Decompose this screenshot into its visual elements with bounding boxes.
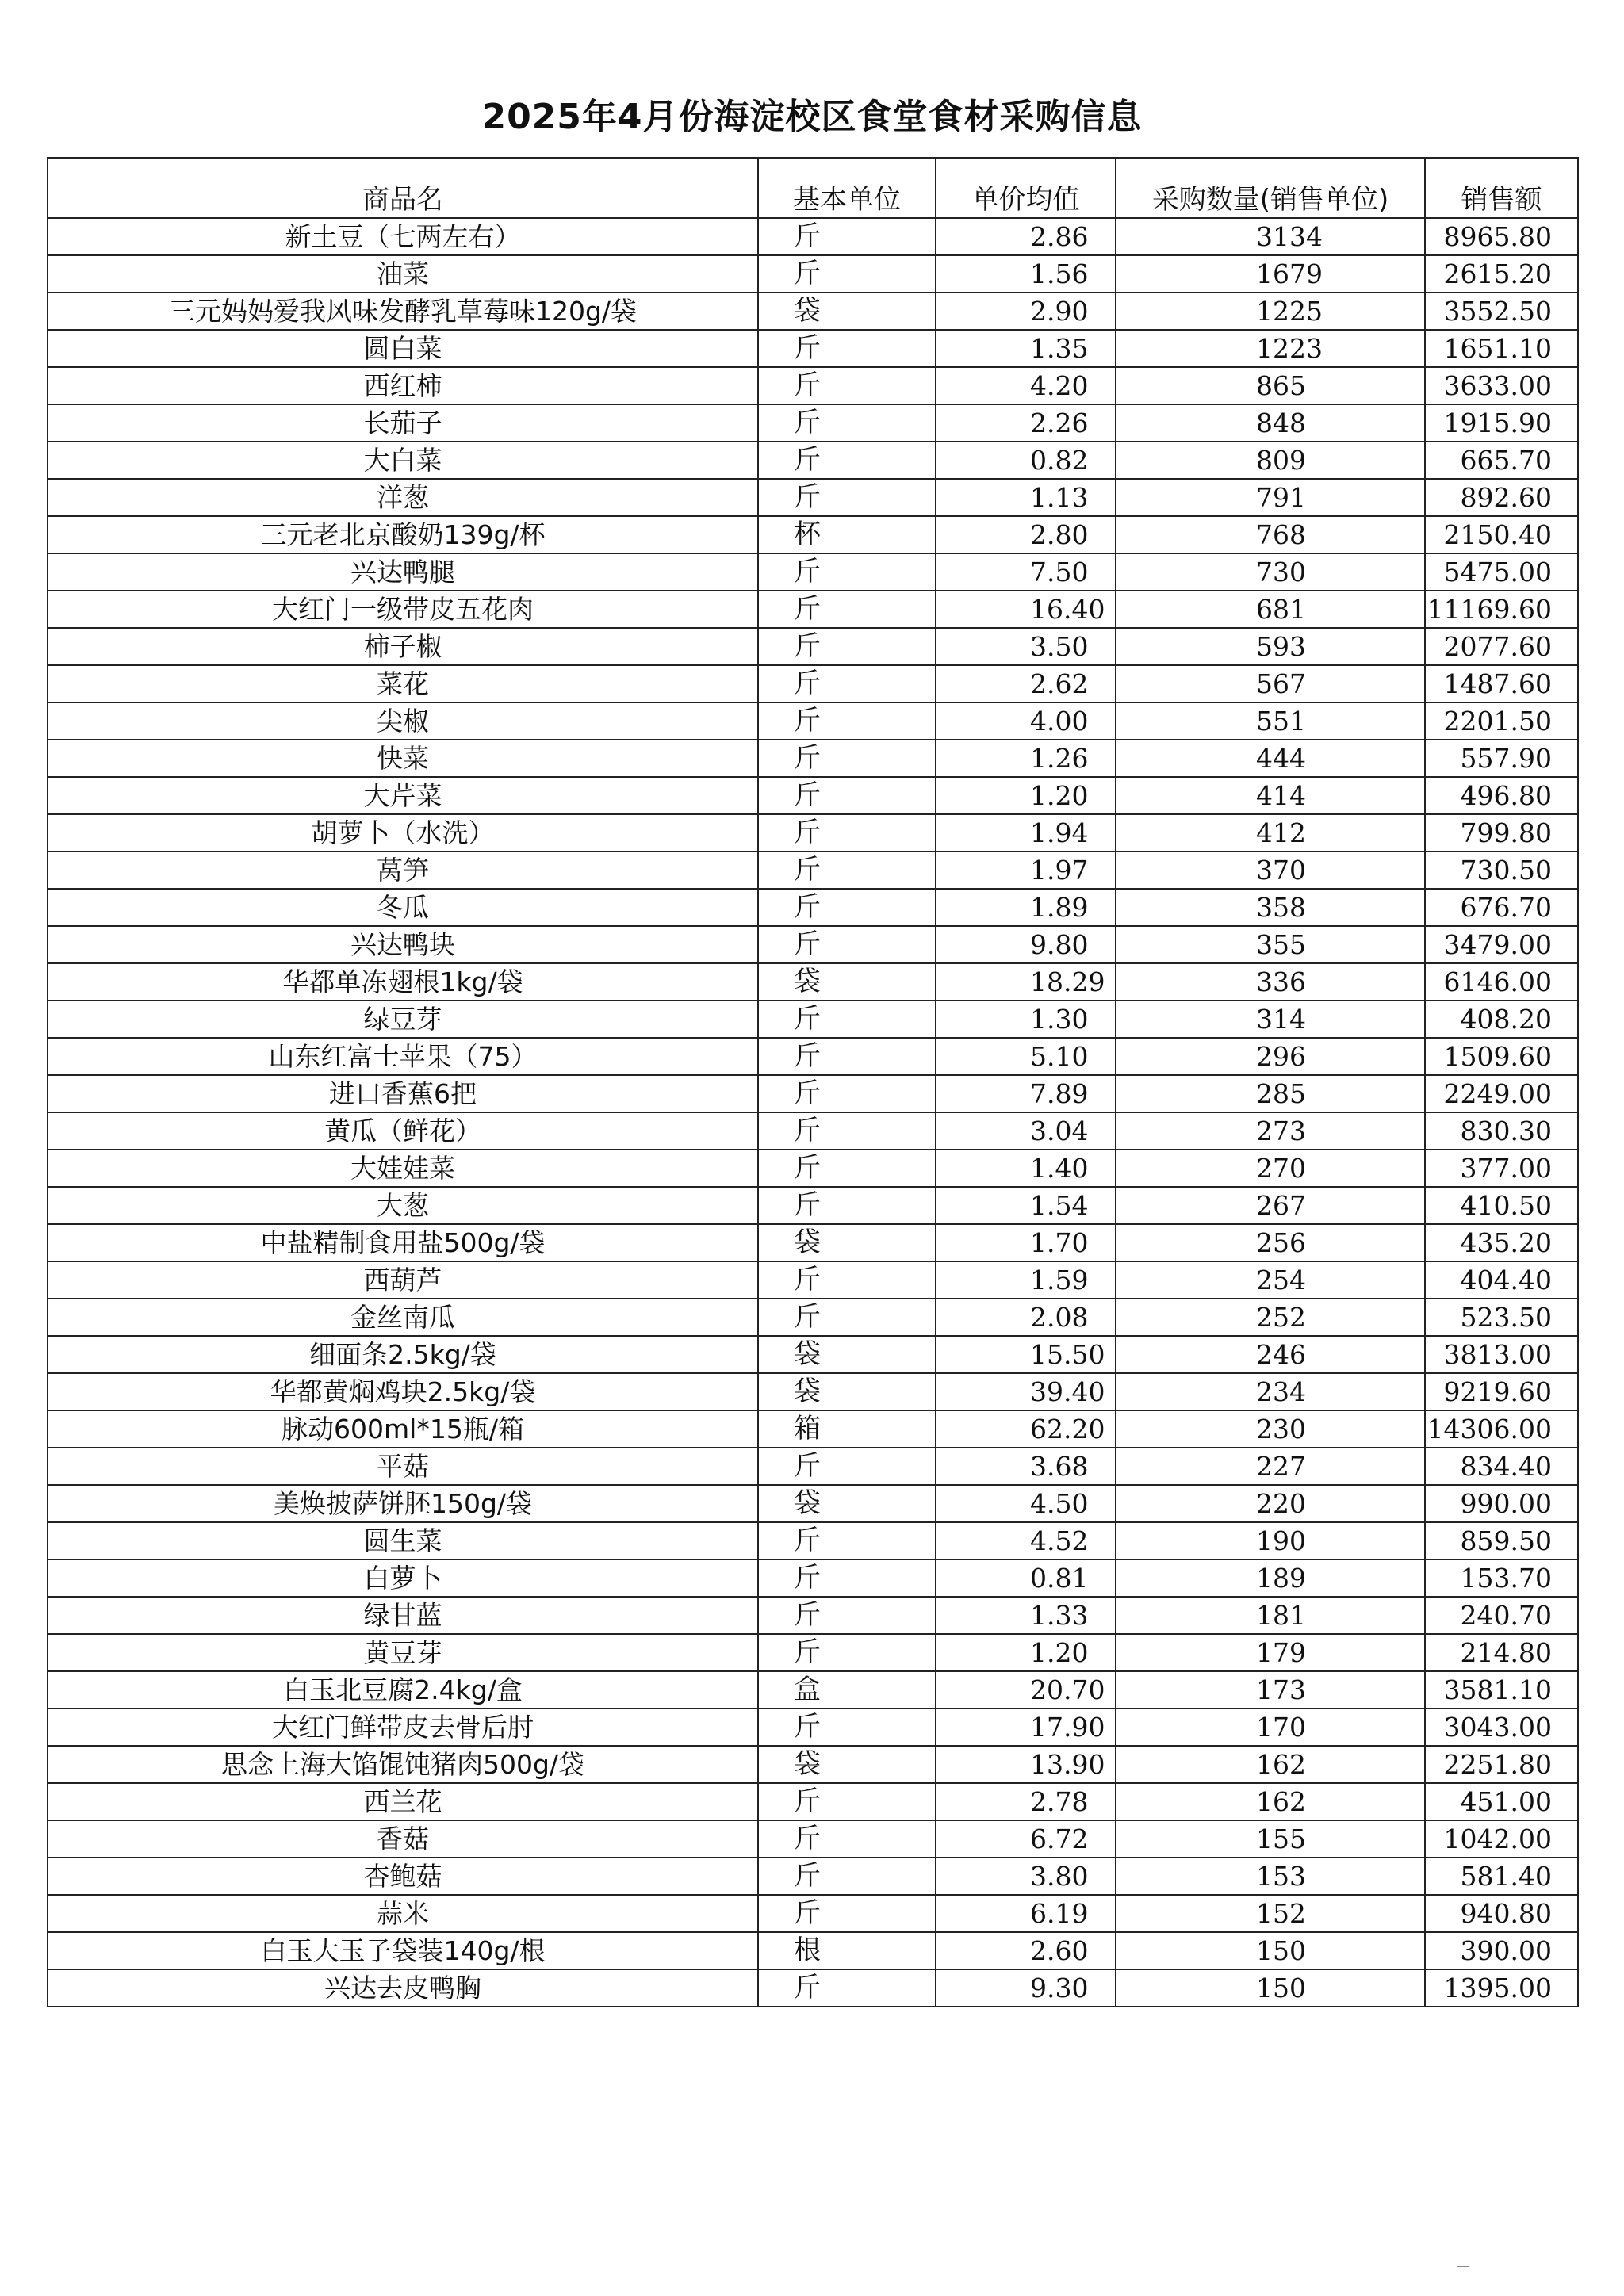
cell-quantity: 865 (1116, 367, 1425, 404)
cell-base-unit: 根 (758, 1932, 936, 1969)
cell-sales-amount: 11169.60 (1425, 591, 1578, 628)
cell-sales-amount: 2251.80 (1425, 1746, 1578, 1783)
cell-sales-amount: 6146.00 (1425, 963, 1578, 1001)
table-row (48, 330, 1578, 367)
cell-avg-price: 1.56 (936, 255, 1116, 293)
cell-quantity: 246 (1116, 1336, 1425, 1373)
cell-avg-price: 3.68 (936, 1448, 1116, 1485)
cell-quantity: 252 (1116, 1299, 1425, 1336)
cell-avg-price: 4.00 (936, 702, 1116, 740)
cell-quantity: 220 (1116, 1485, 1425, 1522)
cell-base-unit: 袋 (758, 1485, 936, 1522)
purchase-table (47, 157, 1579, 2007)
cell-sales-amount: 830.30 (1425, 1112, 1578, 1150)
cell-avg-price: 4.20 (936, 367, 1116, 404)
cell-avg-price: 16.40 (936, 591, 1116, 628)
cell-base-unit: 斤 (758, 777, 936, 814)
cell-quantity: 227 (1116, 1448, 1425, 1485)
cell-sales-amount: 1487.60 (1425, 665, 1578, 702)
cell-avg-price: 9.30 (936, 1969, 1116, 2007)
cell-base-unit: 斤 (758, 479, 936, 516)
cell-base-unit: 斤 (758, 1448, 936, 1485)
cell-avg-price: 0.82 (936, 442, 1116, 479)
cell-base-unit: 袋 (758, 293, 936, 330)
cell-sales-amount: 240.70 (1425, 1597, 1578, 1634)
cell-product-name: 进口香蕉6把 (48, 1075, 758, 1112)
cell-avg-price: 2.90 (936, 293, 1116, 330)
cell-product-name: 西兰花 (48, 1783, 758, 1820)
cell-avg-price: 2.60 (936, 1932, 1116, 1969)
cell-avg-price: 1.30 (936, 1001, 1116, 1038)
cell-sales-amount: 404.40 (1425, 1261, 1578, 1299)
cell-quantity: 358 (1116, 889, 1425, 926)
cell-avg-price: 1.20 (936, 777, 1116, 814)
cell-product-name: 金丝南瓜 (48, 1299, 758, 1336)
cell-avg-price: 6.19 (936, 1895, 1116, 1932)
cell-sales-amount: 3552.50 (1425, 293, 1578, 330)
cell-base-unit: 袋 (758, 1336, 936, 1373)
cell-sales-amount: 2201.50 (1425, 702, 1578, 740)
table-row (48, 851, 1578, 889)
cell-sales-amount: 451.00 (1425, 1783, 1578, 1820)
cell-quantity: 296 (1116, 1038, 1425, 1075)
cell-product-name: 美焕披萨饼胚150g/袋 (48, 1485, 758, 1522)
cell-quantity: 155 (1116, 1820, 1425, 1858)
cell-sales-amount: 859.50 (1425, 1522, 1578, 1559)
cell-product-name: 香菇 (48, 1820, 758, 1858)
cell-avg-price: 17.90 (936, 1709, 1116, 1746)
cell-quantity: 181 (1116, 1597, 1425, 1634)
cell-avg-price: 3.80 (936, 1858, 1116, 1895)
cell-quantity: 170 (1116, 1709, 1425, 1746)
cell-sales-amount: 523.50 (1425, 1299, 1578, 1336)
header-base-unit: 基本单位 (758, 158, 936, 218)
cell-sales-amount: 3813.00 (1425, 1336, 1578, 1373)
cell-sales-amount: 3043.00 (1425, 1709, 1578, 1746)
table-row (48, 1038, 1578, 1075)
cell-quantity: 809 (1116, 442, 1425, 479)
cell-sales-amount: 799.80 (1425, 814, 1578, 851)
cell-base-unit: 斤 (758, 1969, 936, 2007)
cell-avg-price: 1.35 (936, 330, 1116, 367)
cell-base-unit: 斤 (758, 1820, 936, 1858)
cell-avg-price: 62.20 (936, 1410, 1116, 1448)
cell-avg-price: 18.29 (936, 963, 1116, 1001)
cell-base-unit: 斤 (758, 1001, 936, 1038)
table-row (48, 218, 1578, 255)
table-row (48, 1336, 1578, 1373)
cell-quantity: 370 (1116, 851, 1425, 889)
cell-quantity: 285 (1116, 1075, 1425, 1112)
cell-product-name: 新土豆（七两左右） (48, 218, 758, 255)
cell-sales-amount: 940.80 (1425, 1895, 1578, 1932)
cell-quantity: 234 (1116, 1373, 1425, 1410)
cell-avg-price: 0.81 (936, 1559, 1116, 1597)
cell-avg-price: 15.50 (936, 1336, 1116, 1373)
cell-avg-price: 1.26 (936, 740, 1116, 777)
cell-quantity: 768 (1116, 516, 1425, 553)
cell-base-unit: 斤 (758, 702, 936, 740)
cell-product-name: 菜花 (48, 665, 758, 702)
cell-base-unit: 杯 (758, 516, 936, 553)
table-row (48, 442, 1578, 479)
cell-base-unit: 箱 (758, 1410, 936, 1448)
cell-quantity: 256 (1116, 1224, 1425, 1261)
cell-product-name: 莴笋 (48, 851, 758, 889)
cell-avg-price: 2.78 (936, 1783, 1116, 1820)
cell-product-name: 黄瓜（鲜花） (48, 1112, 758, 1150)
cell-quantity: 162 (1116, 1783, 1425, 1820)
table-row (48, 1001, 1578, 1038)
cell-sales-amount: 834.40 (1425, 1448, 1578, 1485)
cell-quantity: 593 (1116, 628, 1425, 665)
cell-base-unit: 斤 (758, 1895, 936, 1932)
table-row (48, 1746, 1578, 1783)
cell-base-unit: 袋 (758, 1224, 936, 1261)
cell-product-name: 洋葱 (48, 479, 758, 516)
table-row (48, 1709, 1578, 1746)
cell-sales-amount: 377.00 (1425, 1150, 1578, 1187)
cell-base-unit: 斤 (758, 1783, 936, 1820)
cell-base-unit: 斤 (758, 553, 936, 591)
cell-base-unit: 斤 (758, 1522, 936, 1559)
cell-base-unit: 斤 (758, 814, 936, 851)
cell-sales-amount: 214.80 (1425, 1634, 1578, 1671)
cell-product-name: 白萝卜 (48, 1559, 758, 1597)
cell-base-unit: 盒 (758, 1671, 936, 1709)
cell-base-unit: 袋 (758, 1373, 936, 1410)
table-row (48, 1559, 1578, 1597)
cell-quantity: 314 (1116, 1001, 1425, 1038)
cell-quantity: 551 (1116, 702, 1425, 740)
cell-base-unit: 斤 (758, 367, 936, 404)
cell-product-name: 白玉北豆腐2.4kg/盒 (48, 1671, 758, 1709)
cell-avg-price: 1.70 (936, 1224, 1116, 1261)
cell-product-name: 大娃娃菜 (48, 1150, 758, 1187)
cell-quantity: 152 (1116, 1895, 1425, 1932)
cell-product-name: 大白菜 (48, 442, 758, 479)
cell-base-unit: 斤 (758, 628, 936, 665)
cell-product-name: 圆生菜 (48, 1522, 758, 1559)
table-row (48, 1261, 1578, 1299)
cell-product-name: 大葱 (48, 1187, 758, 1224)
cell-base-unit: 斤 (758, 1597, 936, 1634)
cell-product-name: 蒜米 (48, 1895, 758, 1932)
cell-sales-amount: 1395.00 (1425, 1969, 1578, 2007)
cell-quantity: 681 (1116, 591, 1425, 628)
cell-avg-price: 2.26 (936, 404, 1116, 442)
cell-product-name: 细面条2.5kg/袋 (48, 1336, 758, 1373)
table-row (48, 1373, 1578, 1410)
cell-sales-amount: 1915.90 (1425, 404, 1578, 442)
cell-quantity: 412 (1116, 814, 1425, 851)
cell-base-unit: 袋 (758, 1746, 936, 1783)
cell-sales-amount: 1651.10 (1425, 330, 1578, 367)
cell-base-unit: 斤 (758, 889, 936, 926)
cell-avg-price: 4.52 (936, 1522, 1116, 1559)
cell-sales-amount: 1042.00 (1425, 1820, 1578, 1858)
table-row (48, 367, 1578, 404)
cell-sales-amount: 557.90 (1425, 740, 1578, 777)
cell-sales-amount: 2150.40 (1425, 516, 1578, 553)
table-row (48, 1932, 1578, 1969)
cell-avg-price: 5.10 (936, 1038, 1116, 1075)
header-avg-price: 单价均值 (936, 158, 1116, 218)
table-row (48, 1075, 1578, 1112)
cell-quantity: 230 (1116, 1410, 1425, 1448)
cell-sales-amount: 665.70 (1425, 442, 1578, 479)
cell-avg-price: 1.13 (936, 479, 1116, 516)
table-row (48, 665, 1578, 702)
table-row (48, 1410, 1578, 1448)
cell-product-name: 快菜 (48, 740, 758, 777)
cell-sales-amount: 8965.80 (1425, 218, 1578, 255)
cell-sales-amount: 3633.00 (1425, 367, 1578, 404)
cell-avg-price: 4.50 (936, 1485, 1116, 1522)
table-row (48, 1969, 1578, 2007)
cell-sales-amount: 581.40 (1425, 1858, 1578, 1895)
table-row (48, 1858, 1578, 1895)
cell-sales-amount: 676.70 (1425, 889, 1578, 926)
cell-quantity: 1223 (1116, 330, 1425, 367)
cell-quantity: 444 (1116, 740, 1425, 777)
table-row (48, 702, 1578, 740)
cell-product-name: 华都黄焖鸡块2.5kg/袋 (48, 1373, 758, 1410)
table-header-row (48, 158, 1578, 218)
cell-quantity: 270 (1116, 1150, 1425, 1187)
cell-product-name: 脉动600ml*15瓶/箱 (48, 1410, 758, 1448)
cell-sales-amount: 3479.00 (1425, 926, 1578, 963)
cell-product-name: 胡萝卜（水洗） (48, 814, 758, 851)
cell-product-name: 平菇 (48, 1448, 758, 1485)
cell-product-name: 油菜 (48, 255, 758, 293)
table-row (48, 479, 1578, 516)
cell-base-unit: 斤 (758, 665, 936, 702)
table-row (48, 1448, 1578, 1485)
cell-product-name: 兴达鸭腿 (48, 553, 758, 591)
cell-sales-amount: 2077.60 (1425, 628, 1578, 665)
table-row (48, 516, 1578, 553)
table-row (48, 1671, 1578, 1709)
cell-product-name: 绿甘蓝 (48, 1597, 758, 1634)
cell-avg-price: 2.86 (936, 218, 1116, 255)
cell-avg-price: 1.20 (936, 1634, 1116, 1671)
cell-product-name: 中盐精制食用盐500g/袋 (48, 1224, 758, 1261)
cell-base-unit: 斤 (758, 1075, 936, 1112)
cell-base-unit: 斤 (758, 1112, 936, 1150)
table-row (48, 1634, 1578, 1671)
cell-quantity: 150 (1116, 1932, 1425, 1969)
cell-base-unit: 斤 (758, 1634, 936, 1671)
cell-base-unit: 袋 (758, 963, 936, 1001)
table-row (48, 926, 1578, 963)
table-row (48, 963, 1578, 1001)
cell-sales-amount: 410.50 (1425, 1187, 1578, 1224)
cell-product-name: 大红门鲜带皮去骨后肘 (48, 1709, 758, 1746)
cell-base-unit: 斤 (758, 1038, 936, 1075)
cell-quantity: 1679 (1116, 255, 1425, 293)
cell-product-name: 三元妈妈爱我风味发酵乳草莓味120g/袋 (48, 293, 758, 330)
cell-quantity: 254 (1116, 1261, 1425, 1299)
cell-base-unit: 斤 (758, 851, 936, 889)
table-row (48, 1522, 1578, 1559)
cell-quantity: 1225 (1116, 293, 1425, 330)
table-row (48, 814, 1578, 851)
cell-sales-amount: 496.80 (1425, 777, 1578, 814)
table-row (48, 1299, 1578, 1336)
cell-product-name: 绿豆芽 (48, 1001, 758, 1038)
cell-sales-amount: 9219.60 (1425, 1373, 1578, 1410)
cell-product-name: 尖椒 (48, 702, 758, 740)
cell-product-name: 柿子椒 (48, 628, 758, 665)
cell-quantity: 730 (1116, 553, 1425, 591)
cell-product-name: 冬瓜 (48, 889, 758, 926)
cell-avg-price: 39.40 (936, 1373, 1116, 1410)
cell-sales-amount: 2615.20 (1425, 255, 1578, 293)
table-row (48, 1783, 1578, 1820)
cell-quantity: 162 (1116, 1746, 1425, 1783)
table-row (48, 404, 1578, 442)
cell-quantity: 267 (1116, 1187, 1425, 1224)
cell-quantity: 414 (1116, 777, 1425, 814)
cell-quantity: 179 (1116, 1634, 1425, 1671)
table-row (48, 1597, 1578, 1634)
cell-quantity: 273 (1116, 1112, 1425, 1150)
cell-quantity: 848 (1116, 404, 1425, 442)
cell-sales-amount: 153.70 (1425, 1559, 1578, 1597)
header-quantity: 采购数量(销售单位) (1116, 158, 1425, 218)
cell-base-unit: 斤 (758, 591, 936, 628)
cell-quantity: 336 (1116, 963, 1425, 1001)
header-product-name: 商品名 (48, 158, 758, 218)
cell-quantity: 190 (1116, 1522, 1425, 1559)
cell-avg-price: 1.40 (936, 1150, 1116, 1187)
cell-base-unit: 斤 (758, 218, 936, 255)
table-row (48, 1150, 1578, 1187)
cell-base-unit: 斤 (758, 404, 936, 442)
table-row (48, 1112, 1578, 1150)
cell-base-unit: 斤 (758, 1261, 936, 1299)
cell-avg-price: 1.33 (936, 1597, 1116, 1634)
cell-base-unit: 斤 (758, 1709, 936, 1746)
cell-product-name: 兴达鸭块 (48, 926, 758, 963)
cell-product-name: 白玉大玉子袋装140g/根 (48, 1932, 758, 1969)
table-row (48, 591, 1578, 628)
cell-sales-amount: 5475.00 (1425, 553, 1578, 591)
table-row (48, 1820, 1578, 1858)
cell-quantity: 3134 (1116, 218, 1425, 255)
cell-avg-price: 3.50 (936, 628, 1116, 665)
cell-sales-amount: 1509.60 (1425, 1038, 1578, 1075)
cell-product-name: 思念上海大馅馄饨猪肉500g/袋 (48, 1746, 758, 1783)
cell-product-name: 大红门一级带皮五花肉 (48, 591, 758, 628)
table-row (48, 293, 1578, 330)
cell-sales-amount: 892.60 (1425, 479, 1578, 516)
cell-avg-price: 6.72 (936, 1820, 1116, 1858)
table-row (48, 889, 1578, 926)
cell-avg-price: 13.90 (936, 1746, 1116, 1783)
cell-product-name: 大芹菜 (48, 777, 758, 814)
cell-base-unit: 斤 (758, 1858, 936, 1895)
table-row (48, 255, 1578, 293)
cell-base-unit: 斤 (758, 1559, 936, 1597)
cell-sales-amount: 435.20 (1425, 1224, 1578, 1261)
cell-avg-price: 1.94 (936, 814, 1116, 851)
cell-sales-amount: 408.20 (1425, 1001, 1578, 1038)
cell-product-name: 长茄子 (48, 404, 758, 442)
cell-avg-price: 2.62 (936, 665, 1116, 702)
cell-base-unit: 斤 (758, 926, 936, 963)
cell-quantity: 173 (1116, 1671, 1425, 1709)
cell-avg-price: 7.50 (936, 553, 1116, 591)
cell-product-name: 圆白菜 (48, 330, 758, 367)
table-body (48, 218, 1578, 2007)
cell-quantity: 189 (1116, 1559, 1425, 1597)
cell-avg-price: 20.70 (936, 1671, 1116, 1709)
cell-product-name: 三元老北京酸奶139g/杯 (48, 516, 758, 553)
header-sales-amount: 销售额 (1425, 158, 1578, 218)
cell-product-name: 华都单冻翅根1kg/袋 (48, 963, 758, 1001)
page-corner-mark (1457, 2266, 1469, 2267)
cell-sales-amount: 730.50 (1425, 851, 1578, 889)
table-row (48, 1485, 1578, 1522)
cell-quantity: 150 (1116, 1969, 1425, 2007)
cell-sales-amount: 14306.00 (1425, 1410, 1578, 1448)
cell-base-unit: 斤 (758, 1150, 936, 1187)
table-row (48, 553, 1578, 591)
cell-avg-price: 7.89 (936, 1075, 1116, 1112)
cell-product-name: 杏鲍菇 (48, 1858, 758, 1895)
cell-product-name: 黄豆芽 (48, 1634, 758, 1671)
cell-sales-amount: 990.00 (1425, 1485, 1578, 1522)
page-title: 2025年4月份海淀校区食堂食材采购信息 (481, 97, 1143, 137)
cell-product-name: 西葫芦 (48, 1261, 758, 1299)
cell-avg-price: 1.54 (936, 1187, 1116, 1224)
cell-product-name: 山东红富士苹果（75） (48, 1038, 758, 1075)
cell-avg-price: 1.89 (936, 889, 1116, 926)
cell-sales-amount: 390.00 (1425, 1932, 1578, 1969)
cell-avg-price: 9.80 (936, 926, 1116, 963)
table-row (48, 1224, 1578, 1261)
cell-product-name: 西红柿 (48, 367, 758, 404)
cell-base-unit: 斤 (758, 330, 936, 367)
table-row (48, 777, 1578, 814)
table-row (48, 740, 1578, 777)
cell-base-unit: 斤 (758, 442, 936, 479)
cell-product-name: 兴达去皮鸭胸 (48, 1969, 758, 2007)
cell-base-unit: 斤 (758, 1299, 936, 1336)
cell-quantity: 791 (1116, 479, 1425, 516)
cell-base-unit: 斤 (758, 1187, 936, 1224)
cell-quantity: 153 (1116, 1858, 1425, 1895)
cell-avg-price: 1.97 (936, 851, 1116, 889)
table-row (48, 1187, 1578, 1224)
cell-avg-price: 2.80 (936, 516, 1116, 553)
cell-base-unit: 斤 (758, 740, 936, 777)
cell-sales-amount: 2249.00 (1425, 1075, 1578, 1112)
table-row (48, 628, 1578, 665)
cell-avg-price: 3.04 (936, 1112, 1116, 1150)
cell-base-unit: 斤 (758, 255, 936, 293)
cell-quantity: 567 (1116, 665, 1425, 702)
cell-quantity: 355 (1116, 926, 1425, 963)
cell-avg-price: 1.59 (936, 1261, 1116, 1299)
cell-sales-amount: 3581.10 (1425, 1671, 1578, 1709)
cell-avg-price: 2.08 (936, 1299, 1116, 1336)
table-row (48, 1895, 1578, 1932)
